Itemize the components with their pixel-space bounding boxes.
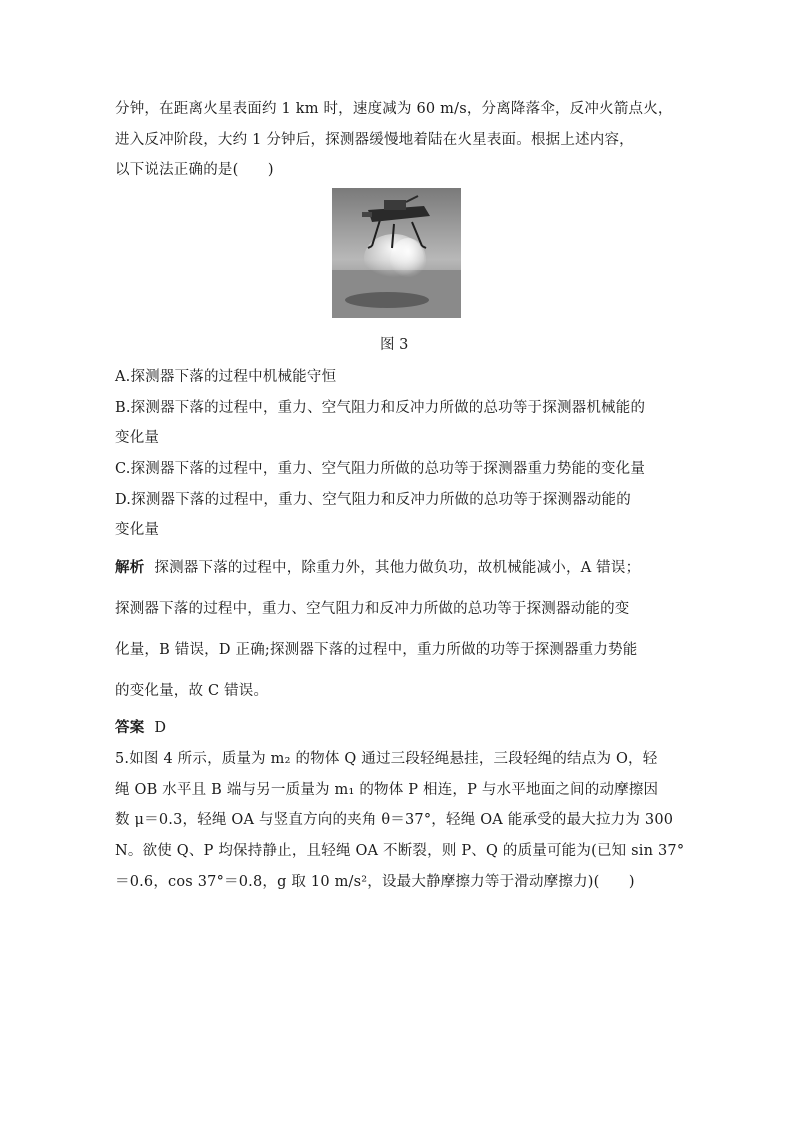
q5-line-4: N。欲使 Q、P 均保持静止，且轻绳 OA 不断裂，则 P、Q 的质量可能为(已知 sin 37° xyxy=(115,843,685,859)
q4-stem-line-3: 以下说法正确的是( ) xyxy=(115,162,274,178)
answer-line xyxy=(115,716,166,737)
q5-line-5: ＝0.6，cos 37°＝0.8，g 取 10 m/s²，设最大静摩擦力等于滑动摩擦力)( ) xyxy=(115,874,635,890)
analysis-line-4: 的变化量，故 C 错误。 xyxy=(115,683,269,699)
analysis-label: 解析 xyxy=(115,559,145,576)
answer-label: 答案 xyxy=(115,719,145,736)
figure-caption: 图 3 xyxy=(380,337,409,353)
option-a: A.探测器下落的过程中机械能守恒 xyxy=(115,369,337,385)
answer-value: D xyxy=(154,720,167,736)
option-b: B.探测器下落的过程中，重力、空气阻力和反冲力所做的总功等于探测器机械能的 xyxy=(115,400,646,416)
q4-stem-line-1: 分钟，在距离火星表面约 1 km 时，速度减为 60 m/s，分离降落伞，反冲火箭点火， xyxy=(115,101,673,117)
option-d-cont: 变化量 xyxy=(115,522,160,538)
q4-stem-line-2: 进入反冲阶段，大约 1 分钟后，探测器缓慢地着陆在火星表面。根据上述内容， xyxy=(115,132,634,148)
option-c: C.探测器下落的过程中，重力、空气阻力所做的总功等于探测器重力势能的变化量 xyxy=(115,461,646,477)
analysis-line-3: 化量，B 错误，D 正确;探测器下落的过程中，重力所做的功等于探测器重力势能 xyxy=(115,642,638,658)
analysis-line-2: 探测器下落的过程中，重力、空气阻力和反冲力所做的总功等于探测器动能的变 xyxy=(115,601,630,617)
analysis-text-1: 探测器下落的过程中，除重力外，其他力做负功，故机械能减小，A 错误； xyxy=(154,560,641,576)
option-d: D.探测器下落的过程中，重力、空气阻力和反冲力所做的总功等于探测器动能的 xyxy=(115,492,631,508)
q5-line-1: 5.如图 4 所示，质量为 m₂ 的物体 Q 通过三段轻绳悬挂，三段轻绳的结点为 O，轻 xyxy=(115,751,658,767)
analysis-line-1 xyxy=(115,556,640,577)
q5-line-2: 绳 OB 水平且 B 端与另一质量为 m₁ 的物体 P 相连，P 与水平地面之间的动摩擦因 xyxy=(115,782,659,798)
mars-lander-figure xyxy=(332,188,461,318)
option-b-cont: 变化量 xyxy=(115,430,160,446)
q5-line-3: 数 μ＝0.3，轻绳 OA 与竖直方向的夹角 θ＝37°，轻绳 OA 能承受的最大拉力为 300 xyxy=(115,812,674,828)
mars-lander-image xyxy=(332,188,461,318)
